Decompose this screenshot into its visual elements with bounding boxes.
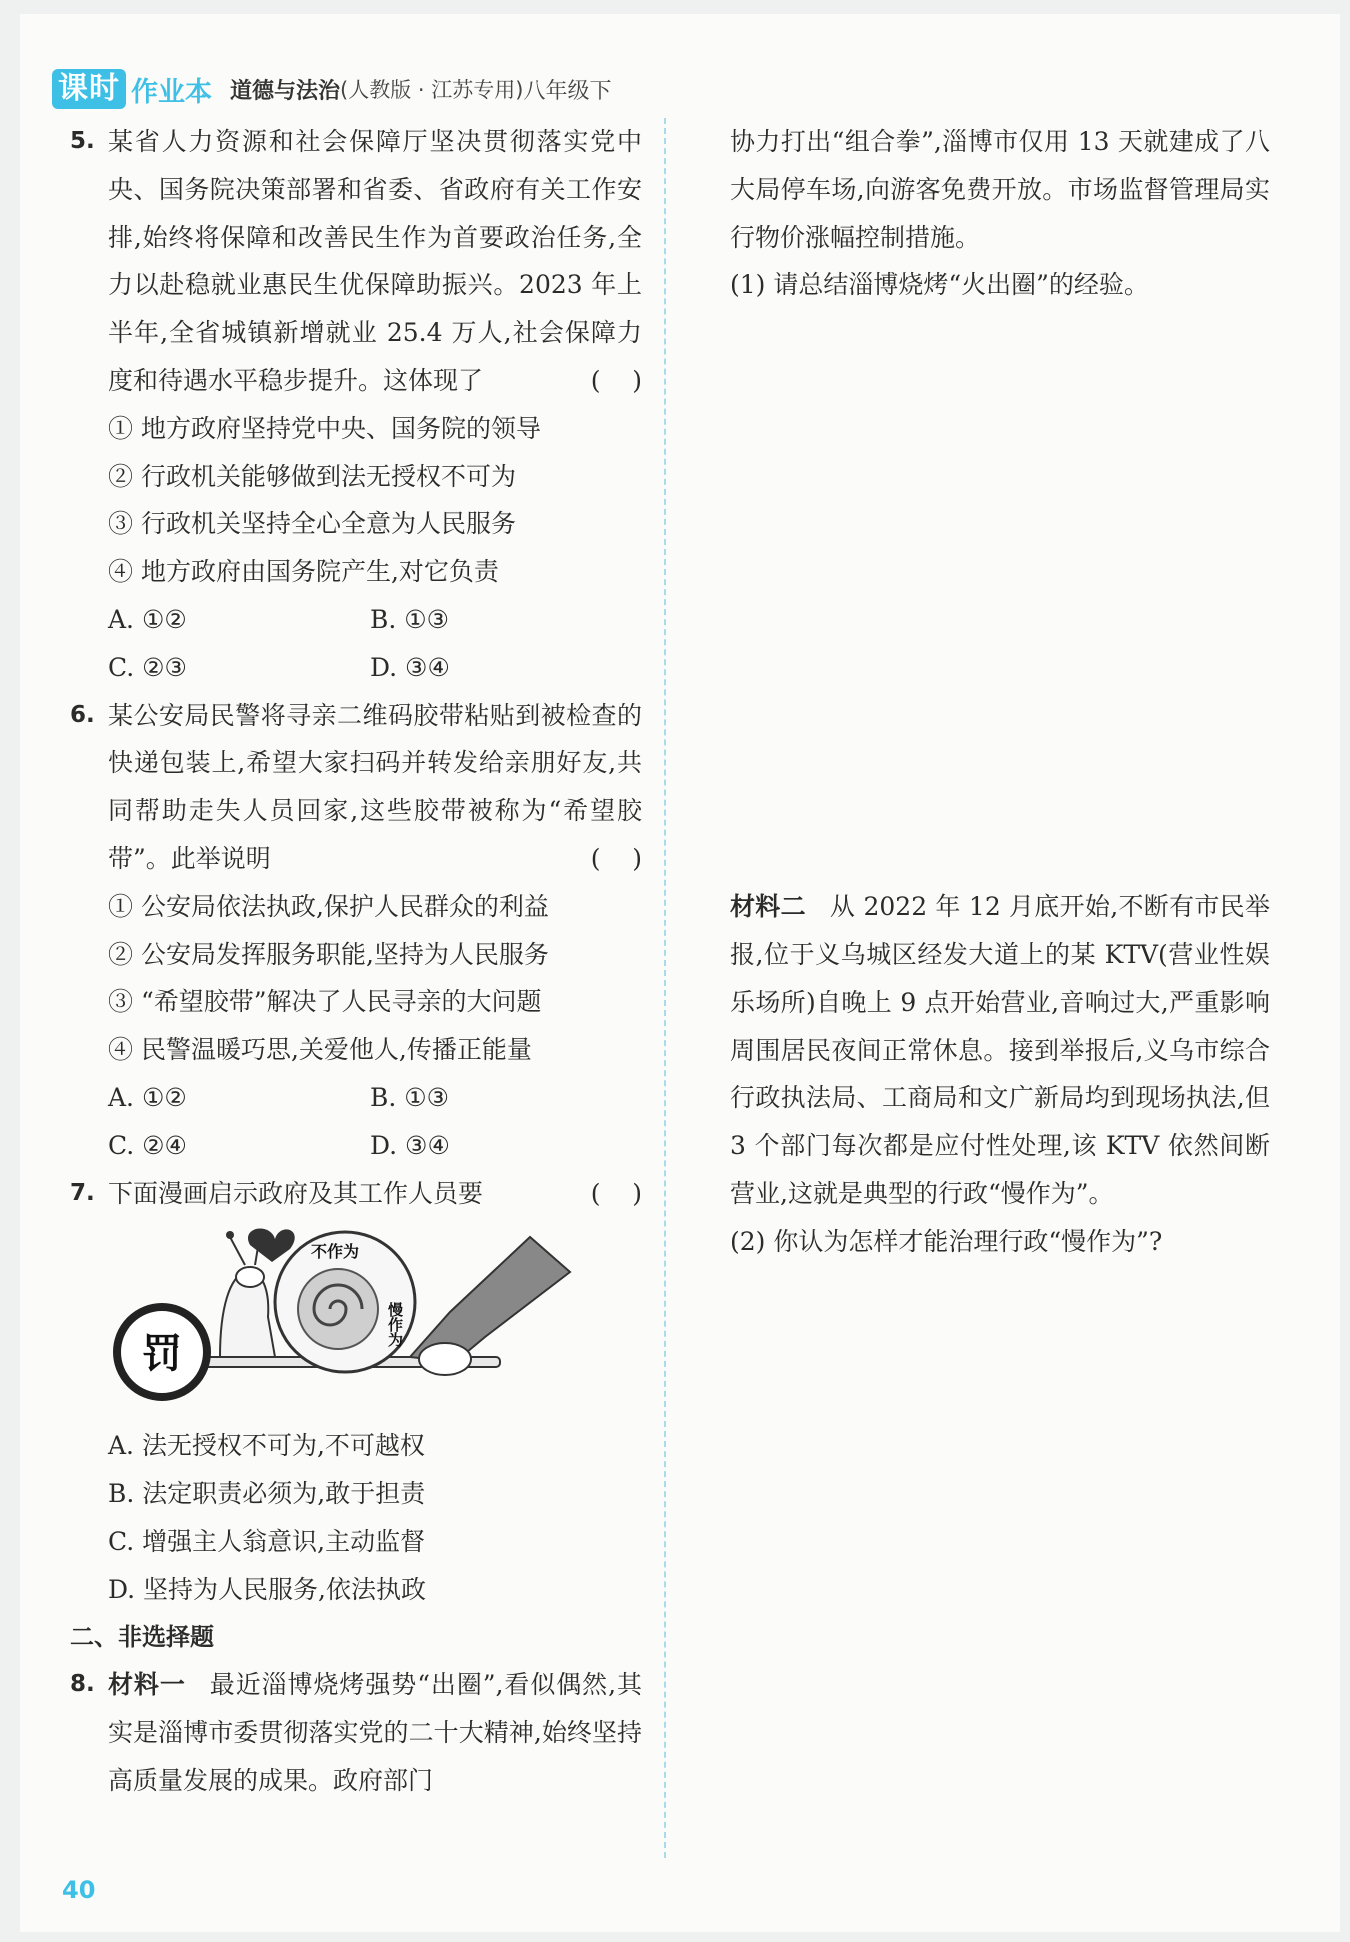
- options-row: [70, 1074, 642, 1122]
- question-stem: 某省人力资源和社会保障厅坚决贯彻落实党中央、国务院决策部署和省委、省政府有关工作安排,始终将保障和改善民生作为首要政治任务,全力以赴稳就业惠民生优保障助振兴。2023 年上半年,全省城镇新增就业 25.4 万人,社会保障力度和待遇水平稳步提升。这体现了: [108, 127, 642, 395]
- snail-cartoon-svg: [110, 1217, 590, 1422]
- statement: ③ 行政机关坚持全心全意为人民服务: [108, 509, 516, 539]
- brand-logo-badge: 课时: [52, 69, 126, 109]
- question-number: 6.: [70, 701, 95, 728]
- option-c[interactable]: C. ②④: [108, 1130, 187, 1160]
- page-number: 40: [62, 1876, 96, 1904]
- material-one-continued: 协力打出“组合拳”,淄博市仅用 13 天就建成了八大局停车场,向游客免费开放。市场监督管理局实行物价涨幅控制措施。: [730, 127, 1270, 252]
- option-b[interactable]: B. ①③: [370, 604, 450, 634]
- cartoon-illustration: [110, 1217, 642, 1422]
- left-column: [70, 118, 642, 1805]
- sub-question-1: (1) 请总结淄博烧烤“火出圈”的经验。: [730, 270, 1149, 300]
- option-a[interactable]: A. ①②: [108, 1082, 187, 1112]
- option-d[interactable]: D. 坚持为人民服务,依法执政: [108, 1574, 426, 1604]
- answer-space-1[interactable]: [730, 309, 1270, 883]
- material-two-text: 从 2022 年 12 月底开始,不断有市民举报,位于义乌城区经发大道上的某 KTV(营业性娱乐场所)自晚上 9 点开始营业,音响过大,严重影响周围居民夜间正常休息。接到举报后,义乌市综合行政执法局、工商局和文广新局均到现场执法,但 3 个部门每次都是应付性处理,该 KTV 依然间断营业,这就是典型的行政“慢作为”。: [730, 892, 1270, 1208]
- sub-question-2: (2) 你认为怎样才能治理行政“慢作为”?: [730, 1226, 1163, 1256]
- statement: ④ 地方政府由国务院产生,对它负责: [108, 557, 499, 587]
- section-heading: 二、非选择题: [70, 1622, 214, 1651]
- heart-hat: [248, 1229, 295, 1262]
- snail-eye: [236, 1267, 264, 1287]
- shell-label-inaction: 不作为: [310, 1242, 360, 1262]
- answer-bracket[interactable]: ( ): [590, 1178, 642, 1208]
- statement: ① 公安局依法执政,保护人民群众的利益: [108, 891, 549, 921]
- question-6: [70, 692, 642, 883]
- answer-bracket[interactable]: ( ): [590, 365, 642, 395]
- options-row: [70, 1122, 642, 1170]
- question-5: [70, 118, 642, 405]
- option-c[interactable]: C. 增强主人翁意识,主动监督: [108, 1526, 426, 1556]
- option-d[interactable]: D. ③④: [370, 652, 450, 682]
- material-one-text: 最近淄博烧烤强势“出圈”,看似偶然,其实是淄博市委贯彻落实党的二十大精神,始终坚持高质量发展的成果。政府部门: [108, 1670, 642, 1795]
- statement: ④ 民警温暖巧思,关爱他人,传播正能量: [108, 1035, 532, 1065]
- material-two: [730, 883, 1270, 1218]
- answer-bracket[interactable]: ( ): [590, 843, 642, 873]
- answer-space-2[interactable]: [730, 1266, 1270, 1866]
- page-header: [52, 66, 611, 112]
- column-divider: [664, 118, 666, 1858]
- shell-inner: [298, 1269, 378, 1349]
- option-c[interactable]: C. ②③: [108, 652, 187, 682]
- snail-antenna: [230, 1237, 245, 1265]
- question-7: [70, 1170, 642, 1218]
- statement: ③ “希望胶带”解决了人民寻亲的大问题: [108, 987, 542, 1017]
- option-a[interactable]: A. ①②: [108, 604, 187, 634]
- statement: ① 地方政府坚持党中央、国务院的领导: [108, 413, 541, 443]
- penalty-sign-text: 罚: [142, 1331, 182, 1378]
- option-d[interactable]: D. ③④: [370, 1130, 450, 1160]
- option-a[interactable]: A. 法无授权不可为,不可越权: [108, 1431, 425, 1461]
- question-8: [70, 1661, 642, 1804]
- brand-name: 作业本: [131, 76, 212, 108]
- question-stem: 下面漫画启示政府及其工作人员要: [108, 1178, 484, 1208]
- statement: ② 公安局发挥服务职能,坚持为人民服务: [108, 939, 549, 969]
- hand: [419, 1343, 471, 1375]
- grade-label: 八年级下: [523, 78, 612, 104]
- material-one-label: 材料一: [108, 1670, 186, 1700]
- option-b[interactable]: B. ①③: [370, 1082, 450, 1112]
- options-row: [70, 596, 642, 644]
- statement: ② 行政机关能够做到法无授权不可为: [108, 461, 516, 491]
- question-stem: 某公安局民警将寻亲二维码胶带粘贴到被检查的快递包装上,希望大家扫码并转发给亲朋好友,共同帮助走失人员回家,这些胶带被称为“希望胶带”。此举说明: [108, 700, 642, 873]
- question-number: 7.: [70, 1179, 95, 1206]
- question-number: 5.: [70, 128, 95, 154]
- edition-label: (人教版 · 江苏专用): [340, 78, 524, 102]
- shell-label-slow-action: 慢作为: [386, 1302, 404, 1348]
- material-two-label: 材料二: [730, 892, 806, 922]
- right-column: [730, 118, 1270, 1866]
- subject-title: 道德与法治: [230, 78, 341, 104]
- question-number: 8.: [70, 1671, 95, 1698]
- sleeve: [410, 1237, 570, 1362]
- option-b[interactable]: B. 法定职责必须为,敢于担责: [108, 1479, 426, 1509]
- options-row: [70, 644, 642, 692]
- antenna-tip: [226, 1231, 234, 1239]
